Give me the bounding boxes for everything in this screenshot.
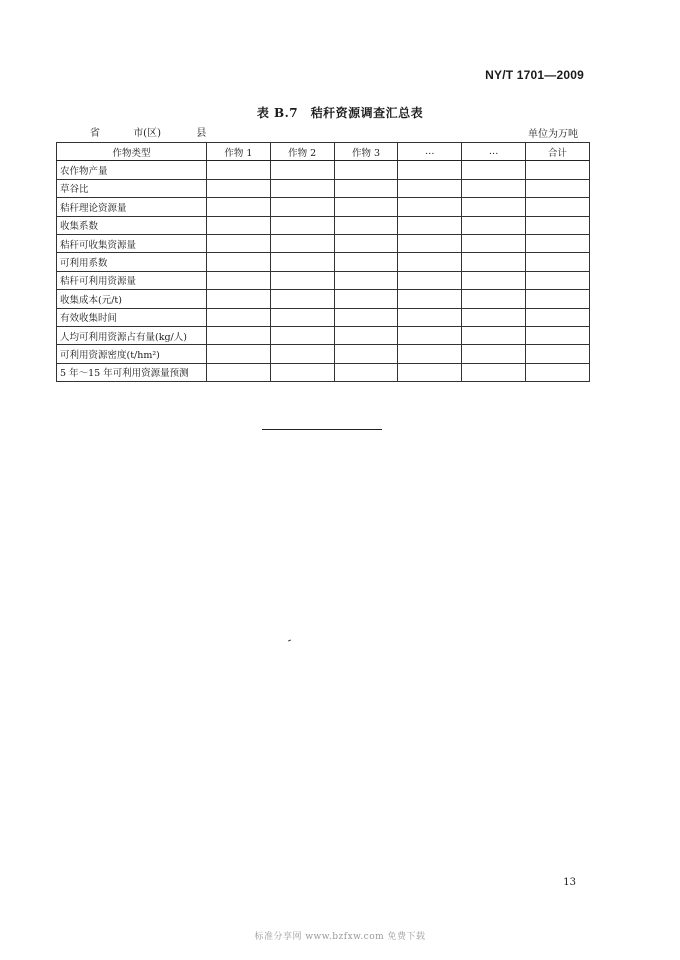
row-label: 秸秆可收集资源量 bbox=[57, 234, 207, 252]
data-cell bbox=[270, 216, 334, 234]
table-row bbox=[57, 308, 590, 326]
data-cell bbox=[398, 271, 462, 289]
data-cell bbox=[398, 290, 462, 308]
data-cell bbox=[270, 234, 334, 252]
data-cell bbox=[207, 363, 271, 381]
data-cell bbox=[398, 345, 462, 363]
table-row bbox=[57, 234, 590, 252]
column-header: 合计 bbox=[525, 143, 589, 161]
data-cell bbox=[525, 345, 589, 363]
unit-note: 单位为万吨 bbox=[528, 129, 578, 140]
table-row bbox=[57, 253, 590, 271]
data-cell bbox=[462, 308, 526, 326]
data-cell bbox=[207, 216, 271, 234]
column-header: 作物类型 bbox=[57, 143, 207, 161]
table-row bbox=[57, 161, 590, 179]
row-label: 人均可利用资源占有量(kg/人) bbox=[57, 326, 207, 344]
data-cell bbox=[334, 345, 398, 363]
data-cell bbox=[525, 271, 589, 289]
data-cell bbox=[398, 198, 462, 216]
column-header: 作物 1 bbox=[207, 143, 271, 161]
data-cell bbox=[525, 234, 589, 252]
data-cell bbox=[525, 216, 589, 234]
row-label: 收集成本(元/t) bbox=[57, 290, 207, 308]
data-cell bbox=[334, 363, 398, 381]
data-cell bbox=[334, 253, 398, 271]
table-row bbox=[57, 326, 590, 344]
row-label: 秸秆理论资源量 bbox=[57, 198, 207, 216]
data-cell bbox=[207, 198, 271, 216]
watermark: 标准分享网 www.bzfxw.com 免费下载 bbox=[254, 932, 426, 942]
data-cell bbox=[462, 216, 526, 234]
straw-resource-summary-table bbox=[56, 142, 590, 382]
data-cell bbox=[207, 253, 271, 271]
data-cell bbox=[207, 308, 271, 326]
data-cell bbox=[207, 179, 271, 197]
data-cell bbox=[270, 179, 334, 197]
data-cell bbox=[207, 234, 271, 252]
end-of-table-rule bbox=[262, 429, 382, 430]
data-cell bbox=[270, 253, 334, 271]
row-label: 有效收集时间 bbox=[57, 308, 207, 326]
column-header: … bbox=[462, 143, 526, 161]
data-cell bbox=[207, 161, 271, 179]
data-cell bbox=[334, 179, 398, 197]
table-row bbox=[57, 345, 590, 363]
data-cell bbox=[525, 363, 589, 381]
column-header: 作物 3 bbox=[334, 143, 398, 161]
data-cell bbox=[334, 326, 398, 344]
data-cell bbox=[462, 198, 526, 216]
row-label: 草谷比 bbox=[57, 179, 207, 197]
data-cell bbox=[270, 161, 334, 179]
data-cell bbox=[334, 290, 398, 308]
data-cell bbox=[525, 308, 589, 326]
table-row bbox=[57, 179, 590, 197]
location-line bbox=[90, 124, 206, 139]
data-cell bbox=[270, 290, 334, 308]
data-cell bbox=[270, 308, 334, 326]
data-cell bbox=[398, 326, 462, 344]
table-row bbox=[57, 271, 590, 289]
table-header-row bbox=[57, 143, 590, 161]
table-title: 表 B.7 秸秆资源调查汇总表 bbox=[256, 106, 424, 120]
row-label: 秸秆可利用资源量 bbox=[57, 271, 207, 289]
column-header: 作物 2 bbox=[270, 143, 334, 161]
data-cell bbox=[270, 326, 334, 344]
table-row bbox=[57, 216, 590, 234]
data-cell bbox=[207, 271, 271, 289]
data-cell bbox=[207, 290, 271, 308]
data-cell bbox=[334, 161, 398, 179]
data-cell bbox=[398, 234, 462, 252]
data-cell bbox=[525, 290, 589, 308]
county-label: 县 bbox=[196, 128, 207, 139]
row-label: 可利用资源密度(t/hm²) bbox=[57, 345, 207, 363]
data-cell bbox=[525, 179, 589, 197]
data-cell bbox=[270, 363, 334, 381]
data-cell bbox=[462, 290, 526, 308]
data-cell bbox=[398, 253, 462, 271]
data-cell bbox=[334, 271, 398, 289]
province-label: 省 bbox=[90, 128, 100, 139]
data-cell bbox=[398, 161, 462, 179]
data-cell bbox=[462, 271, 526, 289]
scan-speck bbox=[288, 640, 291, 642]
standard-code: NY/T 1701—2009 bbox=[485, 68, 584, 82]
data-cell bbox=[334, 308, 398, 326]
table-row bbox=[57, 363, 590, 381]
row-label: 收集系数 bbox=[57, 216, 207, 234]
data-cell bbox=[270, 271, 334, 289]
data-cell bbox=[462, 253, 526, 271]
data-cell bbox=[270, 198, 334, 216]
data-cell bbox=[462, 326, 526, 344]
data-cell bbox=[525, 198, 589, 216]
data-cell bbox=[334, 234, 398, 252]
data-cell bbox=[334, 198, 398, 216]
page-number: 13 bbox=[563, 877, 576, 888]
data-cell bbox=[462, 179, 526, 197]
data-cell bbox=[207, 326, 271, 344]
data-cell bbox=[398, 308, 462, 326]
data-cell bbox=[334, 216, 398, 234]
data-cell bbox=[462, 363, 526, 381]
row-label: 5 年～15 年可利用资源量预测 bbox=[57, 363, 207, 381]
data-cell bbox=[462, 345, 526, 363]
data-cell bbox=[525, 161, 589, 179]
data-cell bbox=[462, 161, 526, 179]
data-cell bbox=[398, 179, 462, 197]
data-cell bbox=[207, 345, 271, 363]
table-row bbox=[57, 290, 590, 308]
table-row bbox=[57, 198, 590, 216]
table-body bbox=[57, 161, 590, 382]
column-header: … bbox=[398, 143, 462, 161]
row-label: 可利用系数 bbox=[57, 253, 207, 271]
data-cell bbox=[398, 363, 462, 381]
city-label: 市(区) bbox=[133, 128, 161, 139]
data-cell bbox=[525, 253, 589, 271]
row-label: 农作物产量 bbox=[57, 161, 207, 179]
data-cell bbox=[398, 216, 462, 234]
data-cell bbox=[270, 345, 334, 363]
data-cell bbox=[462, 234, 526, 252]
data-cell bbox=[525, 326, 589, 344]
